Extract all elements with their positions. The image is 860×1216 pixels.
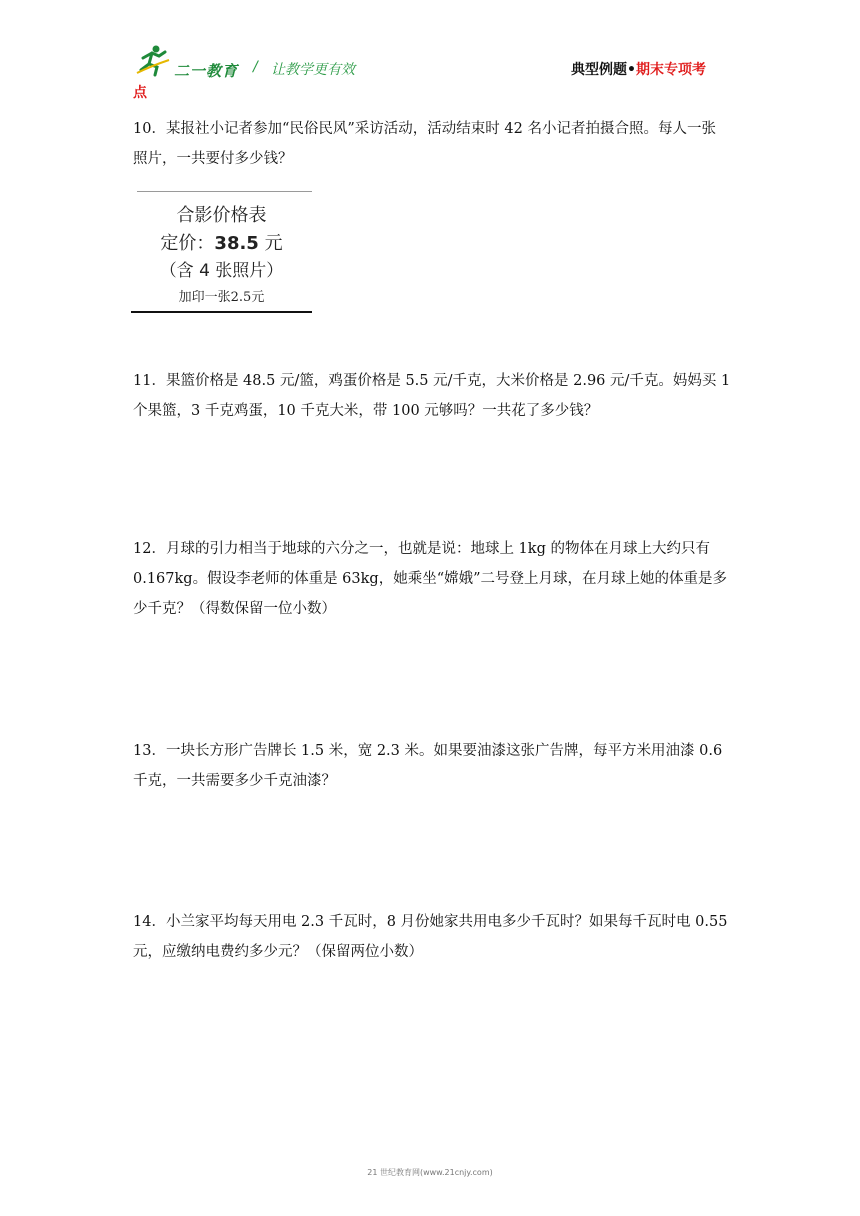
question-10 [133, 114, 733, 174]
question-line: 12．月球的引力相当于地球的六分之一，也就是说：地球上 1kg 的物体在月球上大约只有 [133, 541, 710, 557]
page-footer: 21 世纪教育网(www.21cnjy.com) [367, 1168, 493, 1177]
header-category-part1: 典型例题• [571, 62, 636, 78]
question-11 [133, 366, 733, 426]
price-card-price [131, 229, 312, 255]
question-line: 10．某报社小记者参加“民俗民风”采访活动，活动结束时 42 名小记者拍摄合照。每人一张 [133, 121, 716, 137]
price-card-price-unit: 元 [258, 233, 283, 254]
question-line: 千克，一共需要多少千克油漆？ [133, 773, 336, 789]
question-line: 个果篮，3 千克鸡蛋，10 千克大米，带 100 元够吗？一共花了多少钱？ [133, 403, 599, 419]
price-card-extra: 加印一张2.5元 [178, 290, 265, 305]
question-14 [133, 907, 733, 967]
question-line: 13．一块长方形广告牌长 1.5 米，宽 2.3 米。如果要油漆这张广告牌，每平方米用油漆 0.6 [133, 743, 723, 759]
group-photo-price-card [131, 190, 312, 314]
header-slogan: 让教学更有效 [271, 62, 355, 78]
header-category-wrap: 点 [133, 85, 147, 101]
price-card-price-label: 定价： [160, 233, 215, 254]
price-card-note: （含 4 张照片） [159, 261, 284, 281]
question-line: 0.167kg。假设李老师的体重是 63kg，她乘坐“嫦娥”二号登上月球，在月球上她的体重是多 [133, 571, 728, 587]
question-13 [133, 736, 733, 796]
question-line: 照片，一共要付多少钱？ [133, 151, 293, 167]
price-card-price-value: 38.5 [214, 233, 259, 254]
question-line: 少千克？（得数保留一位小数） [133, 601, 336, 617]
price-card-top-rule [137, 191, 312, 192]
header-category-part2: 期末专项考 [635, 62, 706, 78]
page-header [133, 40, 723, 100]
question-12 [133, 534, 733, 624]
price-card-title: 合影价格表 [176, 205, 267, 226]
question-line: 11．果篮价格是 48.5 元/篮，鸡蛋价格是 5.5 元/千克，大米价格是 2.96 元/千克。妈妈买 1 [133, 373, 731, 389]
header-slash: / [253, 59, 258, 75]
question-line: 元，应缴纳电费约多少元？（保留两位小数） [133, 944, 423, 960]
question-line: 14．小兰家平均每天用电 2.3 千瓦时，8 月份她家共用电多少千瓦时？如果每千瓦时电 0.55 [133, 914, 728, 930]
price-card-bottom-rule [131, 311, 312, 313]
header-category [571, 59, 706, 79]
logo-text: 二一教育 [174, 62, 239, 80]
